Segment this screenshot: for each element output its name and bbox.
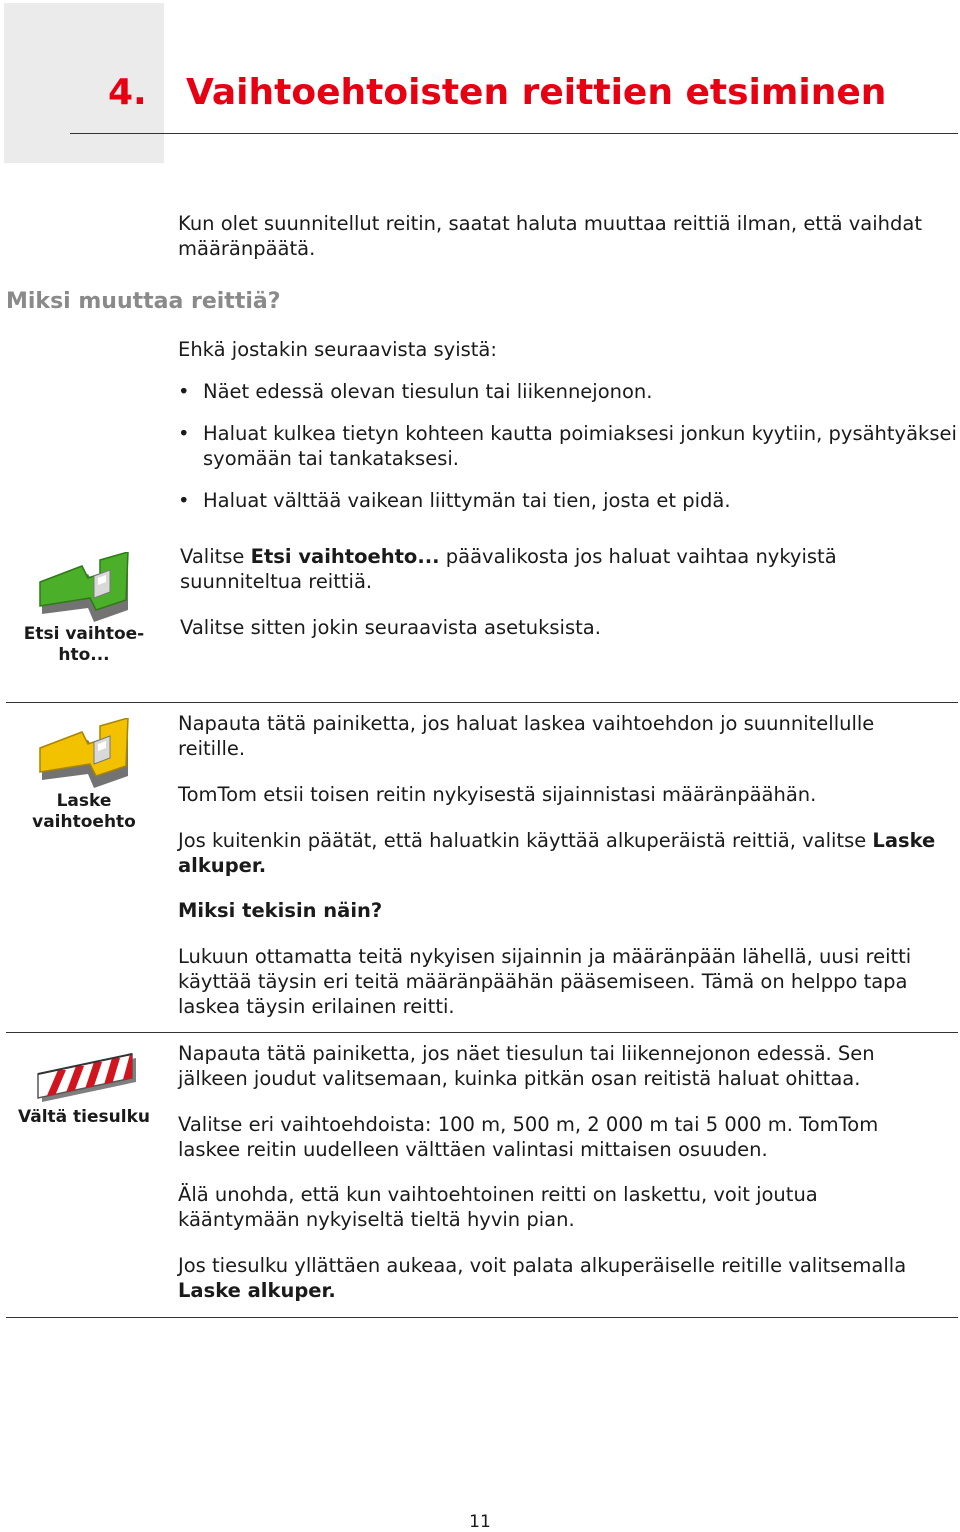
find-alternative-paragraph — [180, 544, 940, 594]
list-item — [178, 421, 958, 471]
avoid-roadblock-caption: Vältä tiesulku — [18, 1107, 150, 1127]
green-route-arrow-icon — [38, 552, 134, 622]
caption-line: Laske — [56, 791, 112, 811]
bullet-text: Näet edessä olevan tiesulun tai liikennejonon. — [203, 380, 653, 403]
find-alternative-followup: Valitse sitten jokin seuraavista asetuksista. — [180, 616, 601, 639]
chapter-number: 4. — [108, 72, 147, 113]
menu-name: Laske alkuper. — [178, 1279, 336, 1302]
chapter-title: Vaihtoehtoisten reittien etsiminen — [186, 72, 887, 113]
bullet-symbol: • — [178, 380, 190, 403]
avoid-paragraph-1: Napauta tätä painiketta, jos näet tiesulun tai liikennejonon edessä. Sen jälkeen joudut valitsemaan, kuinka pitkän osan reitistä haluat ohittaa. — [178, 1042, 875, 1090]
why-lead: Ehkä jostakin seuraavista syistä: — [178, 338, 497, 361]
text-run: Valitse — [180, 545, 251, 568]
avoid-paragraph-4 — [178, 1253, 943, 1303]
calc-alt-paragraph-5: Lukuun ottamatta teitä nykyisen sijainnin ja määränpään lähellä, uusi reitti käyttää täysin eri teitä määränpäähän pääsemiseen. Tämä on helppo tapa laskea täysin erilainen reitti. — [178, 945, 912, 1018]
roadblock-barrier-icon — [32, 1050, 136, 1102]
page-number: 11 — [469, 1512, 491, 1532]
bullet-symbol: • — [178, 422, 190, 445]
calc-alt-paragraph-1: Napauta tätä painiketta, jos haluat laskea vaihtoehdon jo suunnitellulle reitille. — [178, 712, 875, 760]
menu-name: Etsi vaihtoehto... — [250, 545, 440, 568]
section-heading-why: Miksi muuttaa reittiä? — [6, 289, 281, 314]
list-item — [178, 488, 958, 513]
avoid-paragraph-3: Älä unohda, että kun vaihtoehtoinen reitti on laskettu, voit joutua kääntymään nykyiseltä tieltä hyvin pian. — [178, 1183, 818, 1231]
calc-alt-question: Miksi tekisin näin? — [178, 899, 383, 922]
section-rule — [6, 1317, 958, 1318]
intro-paragraph: Kun olet suunnitellut reitin, saatat haluta muuttaa reittiä ilman, että vaihdat määränpäätä. — [178, 212, 922, 260]
yellow-route-arrow-icon — [38, 718, 134, 788]
bullet-text: Haluat välttää vaikean liittymän tai tien, josta et pidä. — [203, 489, 731, 512]
calculate-alternative-caption — [8, 791, 160, 833]
section-rule — [6, 1032, 958, 1033]
menu-name: Laske alkuper. — [178, 829, 936, 877]
text-run: Jos tiesulku yllättäen aukeaa, voit palata alkuperäiselle reitille valitsemalla — [178, 1254, 907, 1277]
text-run: Jos kuitenkin päätät, että haluatkin käyttää alkuperäistä reittiä, valitse — [178, 829, 873, 852]
caption-line: Etsi vaihtoe- — [23, 624, 145, 644]
header-rule — [70, 133, 958, 134]
caption-line: vaihtoehto — [32, 812, 136, 832]
calc-alt-paragraph-3 — [178, 828, 943, 878]
bullet-symbol: • — [178, 489, 190, 512]
text-run: päävalikosta jos haluat vaihtaa nykyistä suunniteltua reittiä. — [180, 545, 837, 593]
list-item — [178, 379, 958, 404]
caption-line: hto... — [58, 645, 110, 665]
reasons-list — [178, 379, 958, 513]
section-rule — [6, 702, 958, 703]
avoid-paragraph-2: Valitse eri vaihtoehdoista: 100 m, 500 m, 2 000 m tai 5 000 m. TomTom laskee reitin uudelleen välttäen valintasi mittaisen osuuden. — [178, 1113, 879, 1161]
bullet-text: Haluat kulkea tietyn kohteen kautta poimiaksesi jonkun kyytiin, pysähtyäksei syomään tai tankataksesi. — [203, 422, 957, 470]
calc-alt-paragraph-2: TomTom etsii toisen reitin nykyisestä sijainnistasi määränpäähän. — [178, 783, 817, 806]
find-alternative-caption — [8, 624, 160, 666]
